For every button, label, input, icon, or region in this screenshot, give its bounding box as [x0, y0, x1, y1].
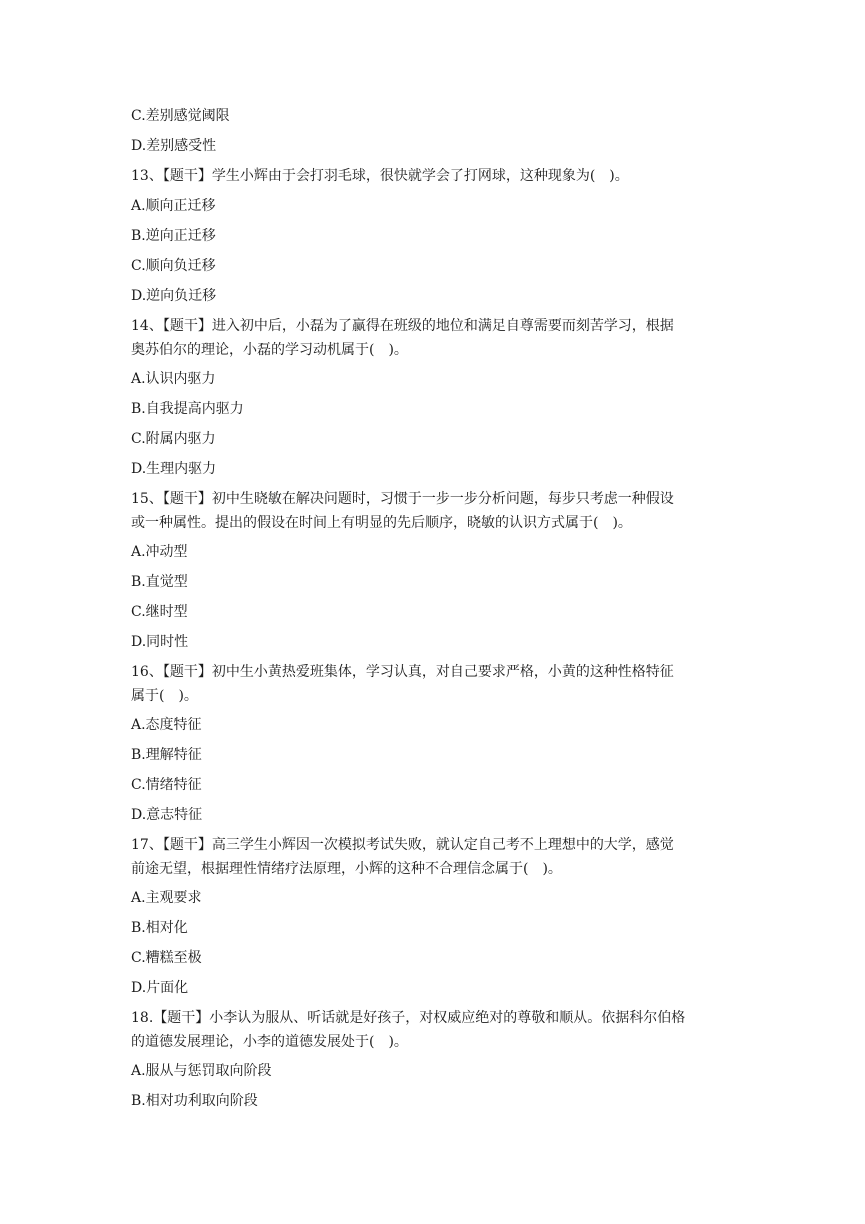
question-13-stem: 13、【题干】学生小辉由于会打羽毛球，很快就学会了打网球，这种现象为( )。: [131, 168, 629, 184]
q13-option-d: D.逆向负迁移: [131, 288, 217, 304]
q18-option-a: A.服从与惩罚取向阶段: [131, 1063, 272, 1079]
question-14-stem-line2: 奥苏伯尔的理论，小磊的学习动机属于( )。: [131, 342, 408, 358]
q14-option-b: B.自我提高内驱力: [131, 401, 244, 417]
q13-option-a: A.顺向正迁移: [131, 198, 216, 214]
question-18-stem-line1: 18.【题干】小李认为服从、听话就是好孩子，对权威应绝对的尊敬和顺从。依据科尔伯格: [131, 1010, 686, 1026]
q14-option-d: D.生理内驱力: [131, 461, 217, 477]
q14-option-a: A.认识内驱力: [131, 371, 216, 387]
question-16-stem-line1: 16、【题干】初中生小黄热爱班集体，学习认真，对自己要求严格，小黄的这种性格特征: [131, 664, 674, 680]
question-17-stem-line1: 17、【题干】高三学生小辉因一次模拟考试失败，就认定自己考不上理想中的大学，感觉: [131, 837, 674, 853]
q15-option-b: B.直觉型: [131, 574, 188, 590]
q17-option-b: B.相对化: [131, 920, 188, 936]
q15-option-d: D.同时性: [131, 634, 189, 650]
q16-option-a: A.态度特征: [131, 717, 202, 733]
question-15-stem-line2: 或一种属性。提出的假设在时间上有明显的先后顺序，晓敏的认识方式属于( )。: [131, 515, 632, 531]
question-16-stem-line2: 属于( )。: [131, 688, 198, 704]
q16-option-d: D.意志特征: [131, 807, 203, 823]
question-14-stem-line1: 14、【题干】进入初中后，小磊为了赢得在班级的地位和满足自尊需要而刻苦学习，根据: [131, 318, 674, 334]
q13-option-b: B.逆向正迁移: [131, 228, 216, 244]
q18-option-b: B.相对功利取向阶段: [131, 1093, 258, 1109]
q17-option-a: A.主观要求: [131, 890, 202, 906]
q15-option-c: C.继时型: [131, 604, 188, 620]
question-18-stem-line2: 的道德发展理论，小李的道德发展处于( )。: [131, 1034, 408, 1050]
q15-option-a: A.冲动型: [131, 544, 188, 560]
q17-option-d: D.片面化: [131, 980, 189, 996]
q16-option-c: C.情绪特征: [131, 777, 202, 793]
q13-option-c: C.顺向负迁移: [131, 258, 216, 274]
q16-option-b: B.理解特征: [131, 747, 202, 763]
option-c-q12: C.差别感觉阈限: [131, 108, 230, 124]
question-17-stem-line2: 前途无望，根据理性情绪疗法原理，小辉的这种不合理信念属于( )。: [131, 861, 562, 877]
option-d-q12: D.差别感受性: [131, 138, 217, 154]
q14-option-c: C.附属内驱力: [131, 431, 216, 447]
question-15-stem-line1: 15、【题干】初中生晓敏在解决问题时，习惯于一步一步分析问题，每步只考虑一种假设: [131, 491, 674, 507]
q17-option-c: C.糟糕至极: [131, 950, 202, 966]
